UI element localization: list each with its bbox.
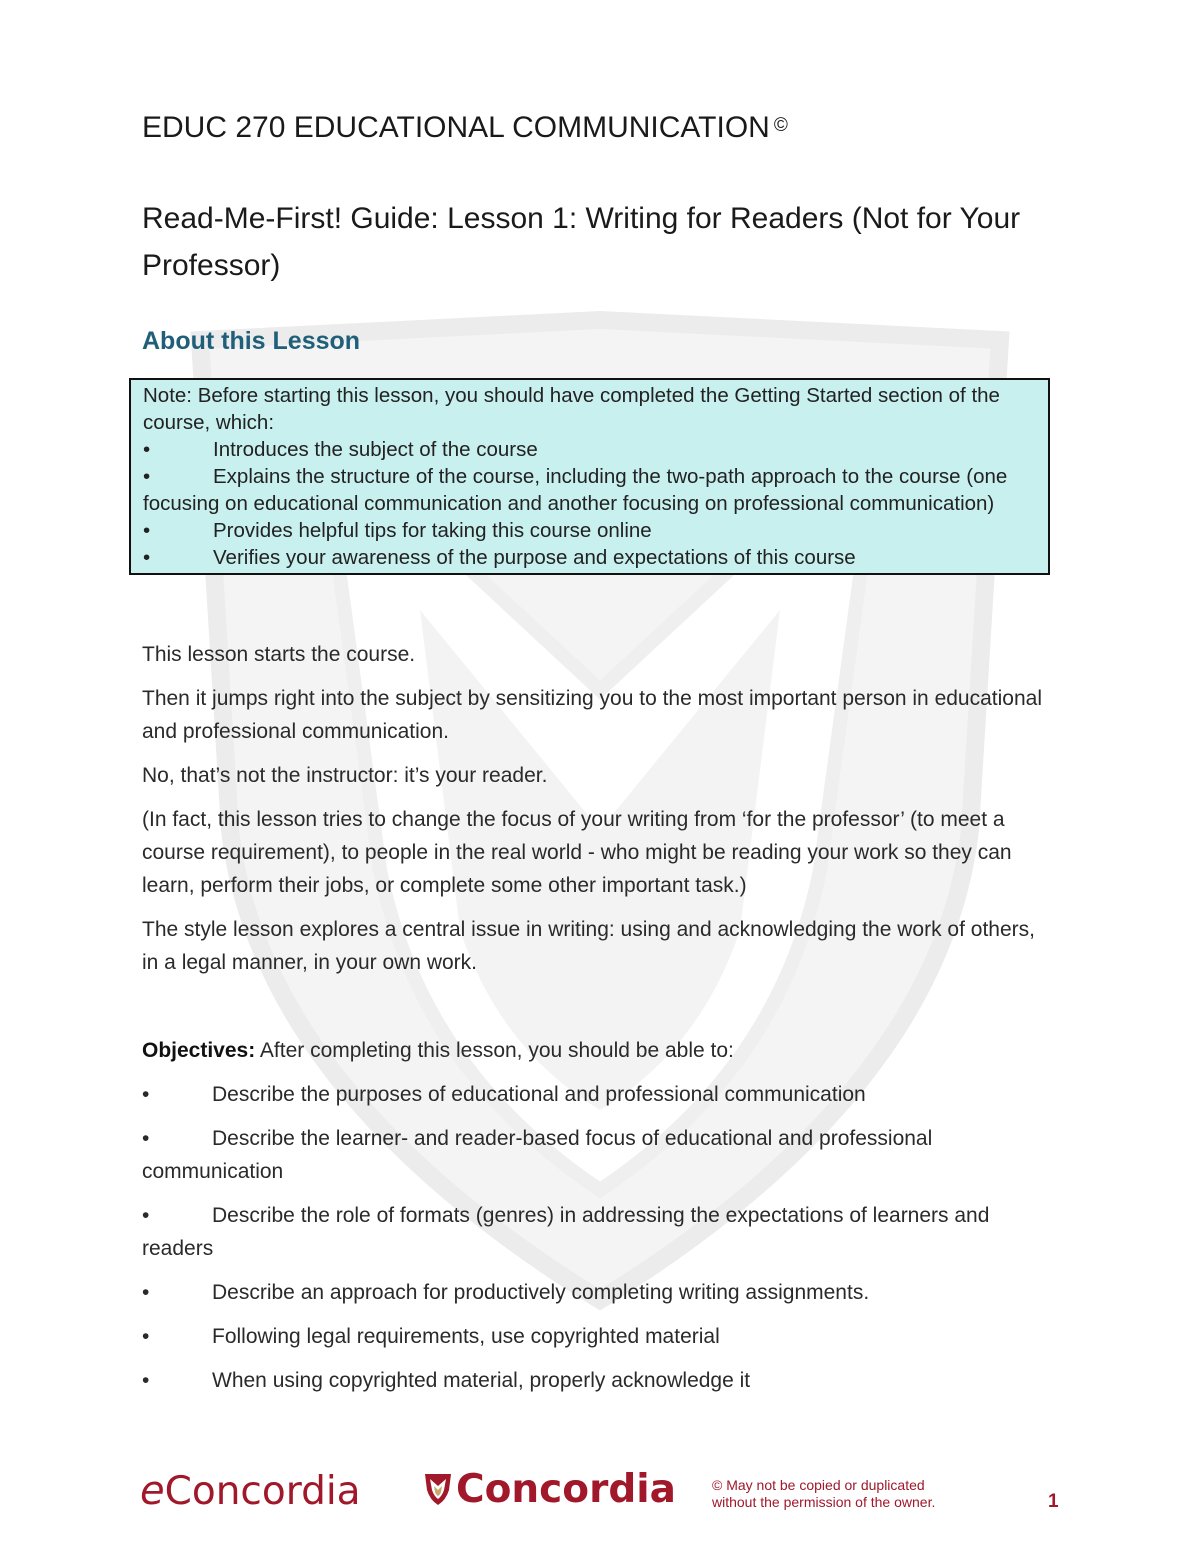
objective-text: Describe the learner- and reader-based focus of educational and professional communication: [142, 1127, 933, 1183]
course-title-text: EDUC 270 EDUCATIONAL COMMUNICATION: [142, 111, 770, 144]
objective-item: [142, 1078, 1047, 1111]
bullet-icon: •: [142, 1127, 150, 1150]
objectives-intro-text: After completing this lesson, you should be able to:: [255, 1039, 734, 1062]
objectives-label: Objectives:: [142, 1039, 256, 1062]
note-item-text: Verifies your awareness of the purpose and expectations of this course: [213, 546, 856, 569]
bullet-icon: •: [142, 1325, 150, 1348]
note-item-text: Introduces the subject of the course: [213, 438, 538, 461]
objective-text: Describe the role of formats (genres) in addressing the expectations of learners and readers: [142, 1204, 990, 1260]
objective-item: [142, 1276, 1047, 1309]
objective-item: [142, 1364, 1047, 1397]
objective-text: Describe an approach for productively completing writing assignments.: [212, 1281, 870, 1304]
body-paragraph: This lesson starts the course.: [142, 643, 416, 666]
copyright-line: © May not be copied or duplicated: [712, 1477, 925, 1493]
bullet-icon: •: [143, 438, 151, 461]
guide-title: Read-Me-First! Guide: Lesson 1: Writing for Readers (Not for Your Professor): [142, 202, 1021, 282]
bullet-icon: •: [143, 465, 151, 488]
note-item-text: Explains the structure of the course, including the two-path approach to the course (one focusing on educational communication and another focusing on professional communication): [143, 465, 1008, 515]
copyright-notice: [712, 1477, 935, 1511]
concordia-logo: [424, 1467, 676, 1512]
note-item: [143, 463, 1036, 517]
note-item: [143, 544, 1036, 571]
note-intro: Note: Before starting this lesson, you should have completed the Getting Started section of the course, which:: [143, 384, 1000, 434]
body-paragraph: (In fact, this lesson tries to change the focus of your writing from ‘for the professor’ (to meet a course requirement), to people in the real world - who might be reading your work so they can learn, perform their jobs, or complete some other important task.): [142, 808, 1012, 897]
concordia-logo-text: Concordia: [456, 1467, 676, 1512]
page-number: 1: [1048, 1491, 1059, 1512]
bullet-icon: •: [142, 1281, 150, 1304]
econcordia-logo: [140, 1468, 361, 1514]
objective-text: Describe the purposes of educational and professional communication: [212, 1083, 866, 1106]
note-item-text: Provides helpful tips for taking this course online: [213, 519, 652, 542]
concordia-shield-icon: [424, 1472, 452, 1506]
objective-item: [142, 1199, 1047, 1265]
objective-item: [142, 1122, 1047, 1188]
copyright-symbol: ©: [773, 115, 788, 136]
course-title: [142, 111, 788, 145]
bullet-icon: •: [142, 1369, 150, 1392]
body-paragraph: The style lesson explores a central issue in writing: using and acknowledging the work of others, in a legal manner, in your own work.: [142, 918, 1035, 974]
econcordia-logo-text: Concordia: [164, 1469, 361, 1514]
copyright-line: without the permission of the owner.: [712, 1494, 936, 1510]
bullet-icon: •: [143, 519, 151, 542]
about-lesson-heading: About this Lesson: [142, 327, 361, 355]
econcordia-logo-mark: e: [140, 1468, 165, 1514]
objective-text: Following legal requirements, use copyrighted material: [212, 1325, 720, 1348]
bullet-icon: •: [142, 1204, 150, 1227]
body-paragraph: No, that’s not the instructor: it’s your reader.: [142, 764, 548, 787]
objective-text: When using copyrighted material, properly acknowledge it: [212, 1369, 751, 1392]
bullet-icon: •: [142, 1083, 150, 1106]
objective-item: [142, 1320, 1047, 1353]
bullet-icon: •: [143, 546, 151, 569]
prerequisite-note-box: [129, 378, 1050, 575]
page-footer: [0, 1465, 1200, 1525]
note-item: [143, 517, 1036, 544]
body-paragraph: Then it jumps right into the subject by sensitizing you to the most important person in educational and professional communication.: [142, 687, 1042, 743]
lesson-description: [142, 638, 1047, 990]
objectives-intro: [142, 1034, 1047, 1067]
note-item: [143, 436, 1036, 463]
objectives-section: [142, 1034, 1047, 1408]
